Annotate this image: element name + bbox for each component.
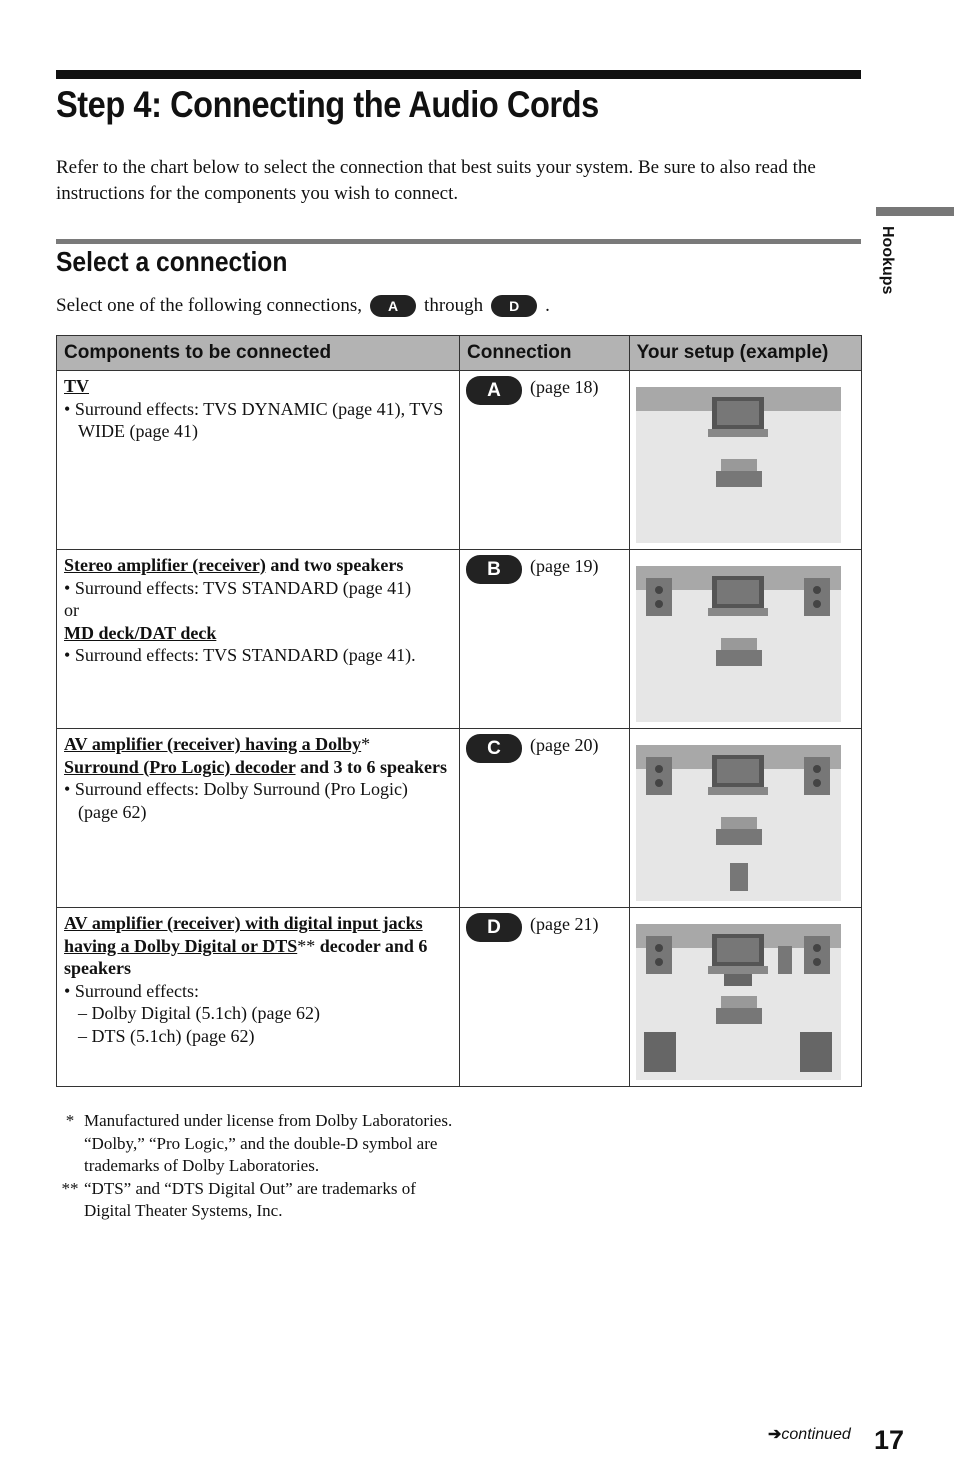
components-cell: Stereo amplifier (receiver) and two speakers • Surround effects: TVS STANDARD (page 41) or MD deck/DAT deck • Surround effects: TVS STANDARD (page 41). — [57, 550, 460, 729]
bullet-item: • Surround effects: TVS STANDARD (page 41) — [64, 577, 412, 598]
header-connection: Connection — [460, 336, 630, 371]
connection-badge: D — [466, 913, 522, 942]
connection-cell — [460, 908, 630, 1087]
bullet-item: • Surround effects: TVS STANDARD (page 41). — [64, 645, 416, 665]
component-heading: Stereo amplifier (receiver) — [64, 555, 266, 575]
connection-badge: A — [466, 376, 522, 405]
sub-item: – DTS (5.1ch) (page 62) — [78, 1025, 255, 1046]
setup-illustration — [630, 371, 861, 543]
footnote: * Manufactured under license from Dolby Laboratories. “Dolby,” “Pro Logic,” and the double-D symbol are trademarks of Dolby Laboratories. — [65, 1111, 453, 1175]
continued-indicator: ➔continued — [768, 1426, 851, 1443]
setup-illustration — [630, 550, 861, 722]
intro-text: Refer to the chart below to select the connection that best suits your system. Be sure to also read the instructions for the components you wish to connect. — [56, 157, 816, 204]
component-heading: AV amplifier (receiver) with digital input jacks — [64, 913, 423, 933]
page-reference[interactable]: (page 19) — [530, 556, 599, 576]
room-two-speakers-illustration — [636, 566, 841, 722]
component-heading-2: MD deck/DAT deck — [64, 622, 217, 643]
table-row — [57, 371, 862, 550]
connection-cell — [460, 729, 630, 908]
setup-cell — [629, 908, 861, 1087]
side-tab-label: Hookups — [879, 226, 896, 295]
or-text: or — [64, 600, 79, 620]
select-text-2: through — [424, 295, 484, 316]
select-instruction — [56, 295, 550, 317]
setup-cell — [629, 550, 861, 729]
page-title: Step 4: Connecting the Audio Cords — [56, 84, 599, 125]
page-reference[interactable]: (page 20) — [530, 735, 599, 755]
components-cell: AV amplifier (receiver) having a Dolby* Surround (Pro Logic) decoder and 3 to 6 speakers • Surround effects: Dolby Surround (Pro Logic) (page 62) — [57, 729, 460, 908]
setup-cell — [629, 371, 861, 550]
component-heading: TV — [64, 376, 90, 396]
setup-illustration — [630, 908, 861, 1080]
connection-badge-d: D — [491, 295, 537, 317]
page-number: 17 — [874, 1425, 905, 1455]
components-cell — [57, 371, 460, 550]
section-title: Select a connection — [56, 246, 288, 277]
header-components: Components to be connected — [57, 336, 460, 371]
bullet-item: • Surround effects: Dolby Surround (Pro Logic) (page 62) — [64, 779, 408, 822]
connection-cell — [460, 371, 630, 550]
connection-table — [56, 335, 862, 1087]
room-prologic-illustration — [636, 745, 841, 901]
room-5-1-illustration — [636, 924, 841, 1080]
connection-badge-a: A — [370, 295, 416, 317]
select-text-1: Select one of the following connections, — [56, 295, 363, 316]
bullet-item: • Surround effects: TVS DYNAMIC (page 41), TVS WIDE (page 41) — [64, 398, 444, 441]
bullet-item: • Surround effects: — [64, 980, 199, 1001]
connection-badge: B — [466, 555, 522, 584]
component-heading: AV amplifier (receiver) having a Dolby — [64, 734, 362, 754]
side-tab-marker — [876, 207, 954, 216]
table-header-row — [57, 336, 862, 371]
sub-item: – Dolby Digital (5.1ch) (page 62) — [78, 1003, 320, 1023]
table-row — [57, 550, 862, 729]
select-text-3: . — [545, 295, 550, 316]
connection-badge: C — [466, 734, 522, 763]
table-row — [57, 908, 862, 1087]
title-rule — [56, 70, 861, 79]
arrow-right-icon: ➔ — [768, 1426, 782, 1443]
footnotes — [56, 1110, 456, 1223]
setup-illustration — [630, 729, 861, 901]
setup-cell — [629, 729, 861, 908]
components-cell: AV amplifier (receiver) with digital input jacks having a Dolby Digital or DTS** decoder and 6 speakers • Surround effects: – Dolby Digital (5.1ch) (page 62) – DTS (5.1ch) (page 62) — [57, 908, 460, 1087]
section-rule — [56, 239, 861, 244]
connection-cell — [460, 550, 630, 729]
room-tv-only-illustration — [636, 387, 841, 543]
page-reference[interactable]: (page 18) — [530, 377, 599, 397]
table-row — [57, 729, 862, 908]
header-setup: Your setup (example) — [629, 336, 861, 371]
page-reference[interactable]: (page 21) — [530, 914, 599, 934]
footnote: ** “DTS” and “DTS Digital Out” are trademarks of Digital Theater Systems, Inc. — [61, 1178, 416, 1220]
